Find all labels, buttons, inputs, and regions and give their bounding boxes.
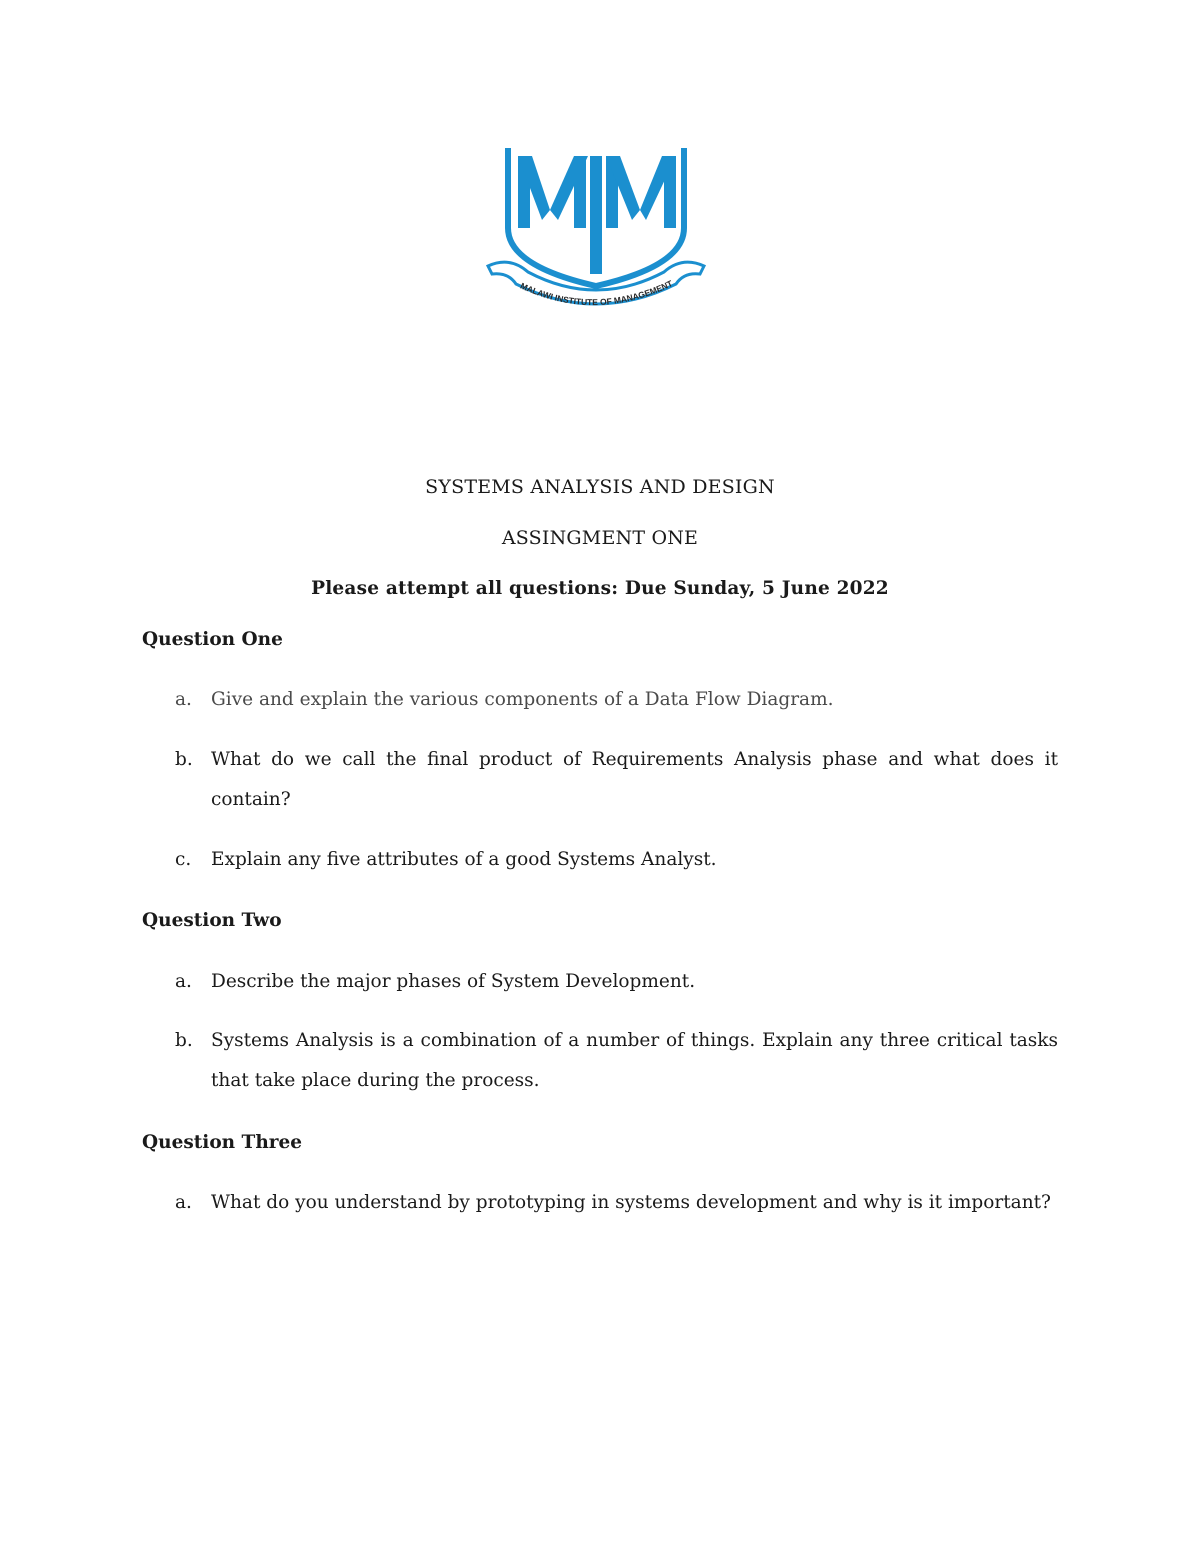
instruction-line: Please attempt all questions: Due Sunday, 5 June 2022 bbox=[311, 578, 889, 599]
letter-m-left bbox=[518, 156, 588, 228]
question-two-item-b bbox=[142, 1021, 1058, 1101]
item-marker: a. bbox=[175, 689, 192, 710]
banner-text: MALAWI INSTITUTE OF MANAGEMENT bbox=[518, 278, 675, 308]
assignment-title: ASSINGMENT ONE bbox=[501, 527, 699, 549]
item-text: Systems Analysis is a combination of a number of things. Explain any three critical tasks that take place during the process. bbox=[211, 1030, 1058, 1091]
item-marker: a. bbox=[175, 1192, 192, 1213]
question-two-item-a bbox=[142, 962, 1058, 1002]
item-text: Give and explain the various components of a Data Flow Diagram. bbox=[211, 689, 834, 710]
question-three-heading: Question Three bbox=[142, 1132, 303, 1153]
mim-logo bbox=[480, 148, 712, 328]
item-marker: b. bbox=[175, 749, 193, 770]
question-one-heading: Question One bbox=[142, 629, 283, 650]
mim-logo-graphic bbox=[480, 148, 712, 328]
item-marker: c. bbox=[175, 849, 192, 870]
question-one-item-b bbox=[142, 740, 1058, 820]
item-text: What do we call the final product of Requirements Analysis phase and what does it contain? bbox=[211, 749, 1058, 810]
item-marker: a. bbox=[175, 971, 192, 992]
letter-m-right bbox=[606, 156, 676, 228]
course-title: SYSTEMS ANALYSIS AND DESIGN bbox=[425, 476, 775, 498]
item-text: Describe the major phases of System Development. bbox=[211, 971, 696, 992]
item-text: Explain any five attributes of a good Systems Analyst. bbox=[211, 849, 717, 870]
letter-i bbox=[590, 156, 602, 274]
item-text: What do you understand by prototyping in systems development and why is it important? bbox=[211, 1192, 1051, 1213]
question-one-item-c bbox=[142, 840, 1058, 880]
item-marker: b. bbox=[175, 1030, 193, 1051]
question-one-item-a bbox=[142, 680, 1058, 720]
question-two-heading: Question Two bbox=[142, 910, 282, 931]
question-three-item-a bbox=[142, 1183, 1058, 1223]
